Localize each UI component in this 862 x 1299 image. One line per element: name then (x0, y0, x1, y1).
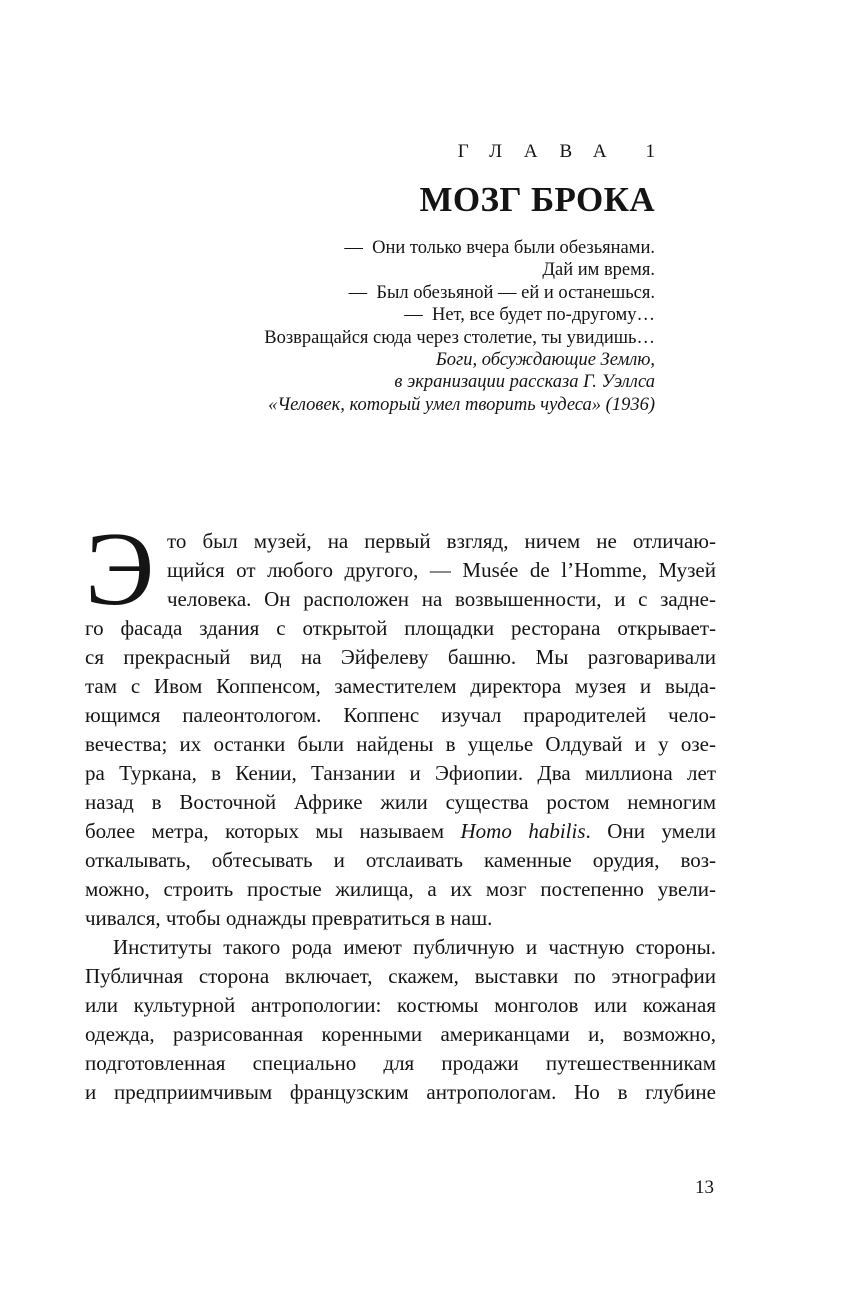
text-segment: одежда, разрисованная коренными американцами и, возможно, (85, 1022, 716, 1046)
text-segment: или культурной антропологии: костюмы монголов или кожаная (85, 993, 716, 1017)
epigraph-line: — Был обезьяной — ей и останешься. (348, 282, 655, 303)
text-segment: то был музей, на первый взгляд, ничем не отличаю- (167, 529, 716, 553)
text-segment: вечества; их останки были найдены в ущелье Олдувай и у озе- (85, 732, 716, 756)
body-line (85, 788, 716, 817)
text-segment: Институты такого рода имеют публичную и частную стороны. (113, 935, 716, 959)
body-line (85, 991, 716, 1020)
text-segment: более метра, которых мы называем (85, 819, 461, 843)
body-line (85, 701, 716, 730)
text-segment: человека. Он расположен на возвышенности, и с задне- (167, 587, 716, 611)
body-line (85, 527, 716, 556)
latin-term: Homo habilis (460, 819, 586, 843)
body-line (85, 904, 716, 933)
page-number: 13 (695, 1177, 714, 1198)
body-line (85, 962, 716, 991)
body-text (85, 510, 716, 1107)
text-segment: и предприимчивым французским антропологам. Но в глубине (85, 1080, 716, 1104)
drop-cap: Э (85, 510, 155, 627)
epigraph-line: в экранизации рассказа Г. Уэллса (394, 372, 655, 393)
epigraph-line: Возвращайся сюда через столетие, ты увидишь… (264, 327, 655, 348)
chapter-number: 1 (645, 141, 655, 162)
text-segment: ющимся палеонтологом. Коппенс изучал прародителей чело- (85, 703, 716, 727)
body-line (85, 643, 716, 672)
epigraph-line: «Человек, который умел творить чудеса» (1936) (268, 394, 655, 415)
epigraph-line: Боги, обсуждающие Землю, (435, 350, 655, 371)
body-line (85, 759, 716, 788)
body-line (85, 1078, 716, 1107)
text-segment: го фасада здания с открытой площадки ресторана открывает- (85, 616, 716, 640)
text-segment: . Они умели (585, 819, 716, 843)
body-line (85, 556, 716, 585)
body-line (85, 817, 716, 846)
body-line (85, 730, 716, 759)
chapter-word: ГЛАВА (457, 141, 629, 162)
text-segment: ра Туркана, в Кении, Танзании и Эфиопии. Два миллиона лет (85, 761, 716, 785)
epigraph-line: — Нет, все будет по-другому… (404, 305, 655, 326)
epigraph (264, 237, 655, 416)
body-line (85, 1049, 716, 1078)
text-segment: Публичная сторона включает, скажем, выставки по этнографии (85, 964, 716, 988)
body-line (85, 672, 716, 701)
body-line (85, 585, 716, 614)
epigraph-line: Дай им время. (542, 260, 655, 281)
text-segment: назад в Восточной Африке жили существа ростом немногим (85, 790, 716, 814)
chapter-title: МОЗГ БРОКА (419, 180, 655, 219)
text-segment: чивался, чтобы однажды превратиться в наш. (85, 906, 493, 930)
text-segment: там с Ивом Коппенсом, заместителем директора музея и выда- (85, 674, 716, 698)
body-line (85, 1020, 716, 1049)
chapter-heading (458, 142, 655, 161)
text-segment: можно, строить простые жилища, а их мозг постепенно увели- (85, 877, 716, 901)
epigraph-line: — Они только вчера были обезьянами. (344, 238, 655, 258)
text-segment: подготовленная специально для продажи путешественникам (85, 1051, 716, 1075)
body-line (85, 614, 716, 643)
body-line (85, 846, 716, 875)
text-segment: ся прекрасный вид на Эйфелеву башню. Мы разговаривали (85, 645, 716, 669)
text-segment: щийся от любого другого, — Musée de l’Homme, Музей (167, 558, 716, 582)
body-line (85, 875, 716, 904)
body-line (85, 933, 716, 962)
text-segment: откалывать, обтесывать и отслаивать каменные орудия, воз- (85, 848, 716, 872)
